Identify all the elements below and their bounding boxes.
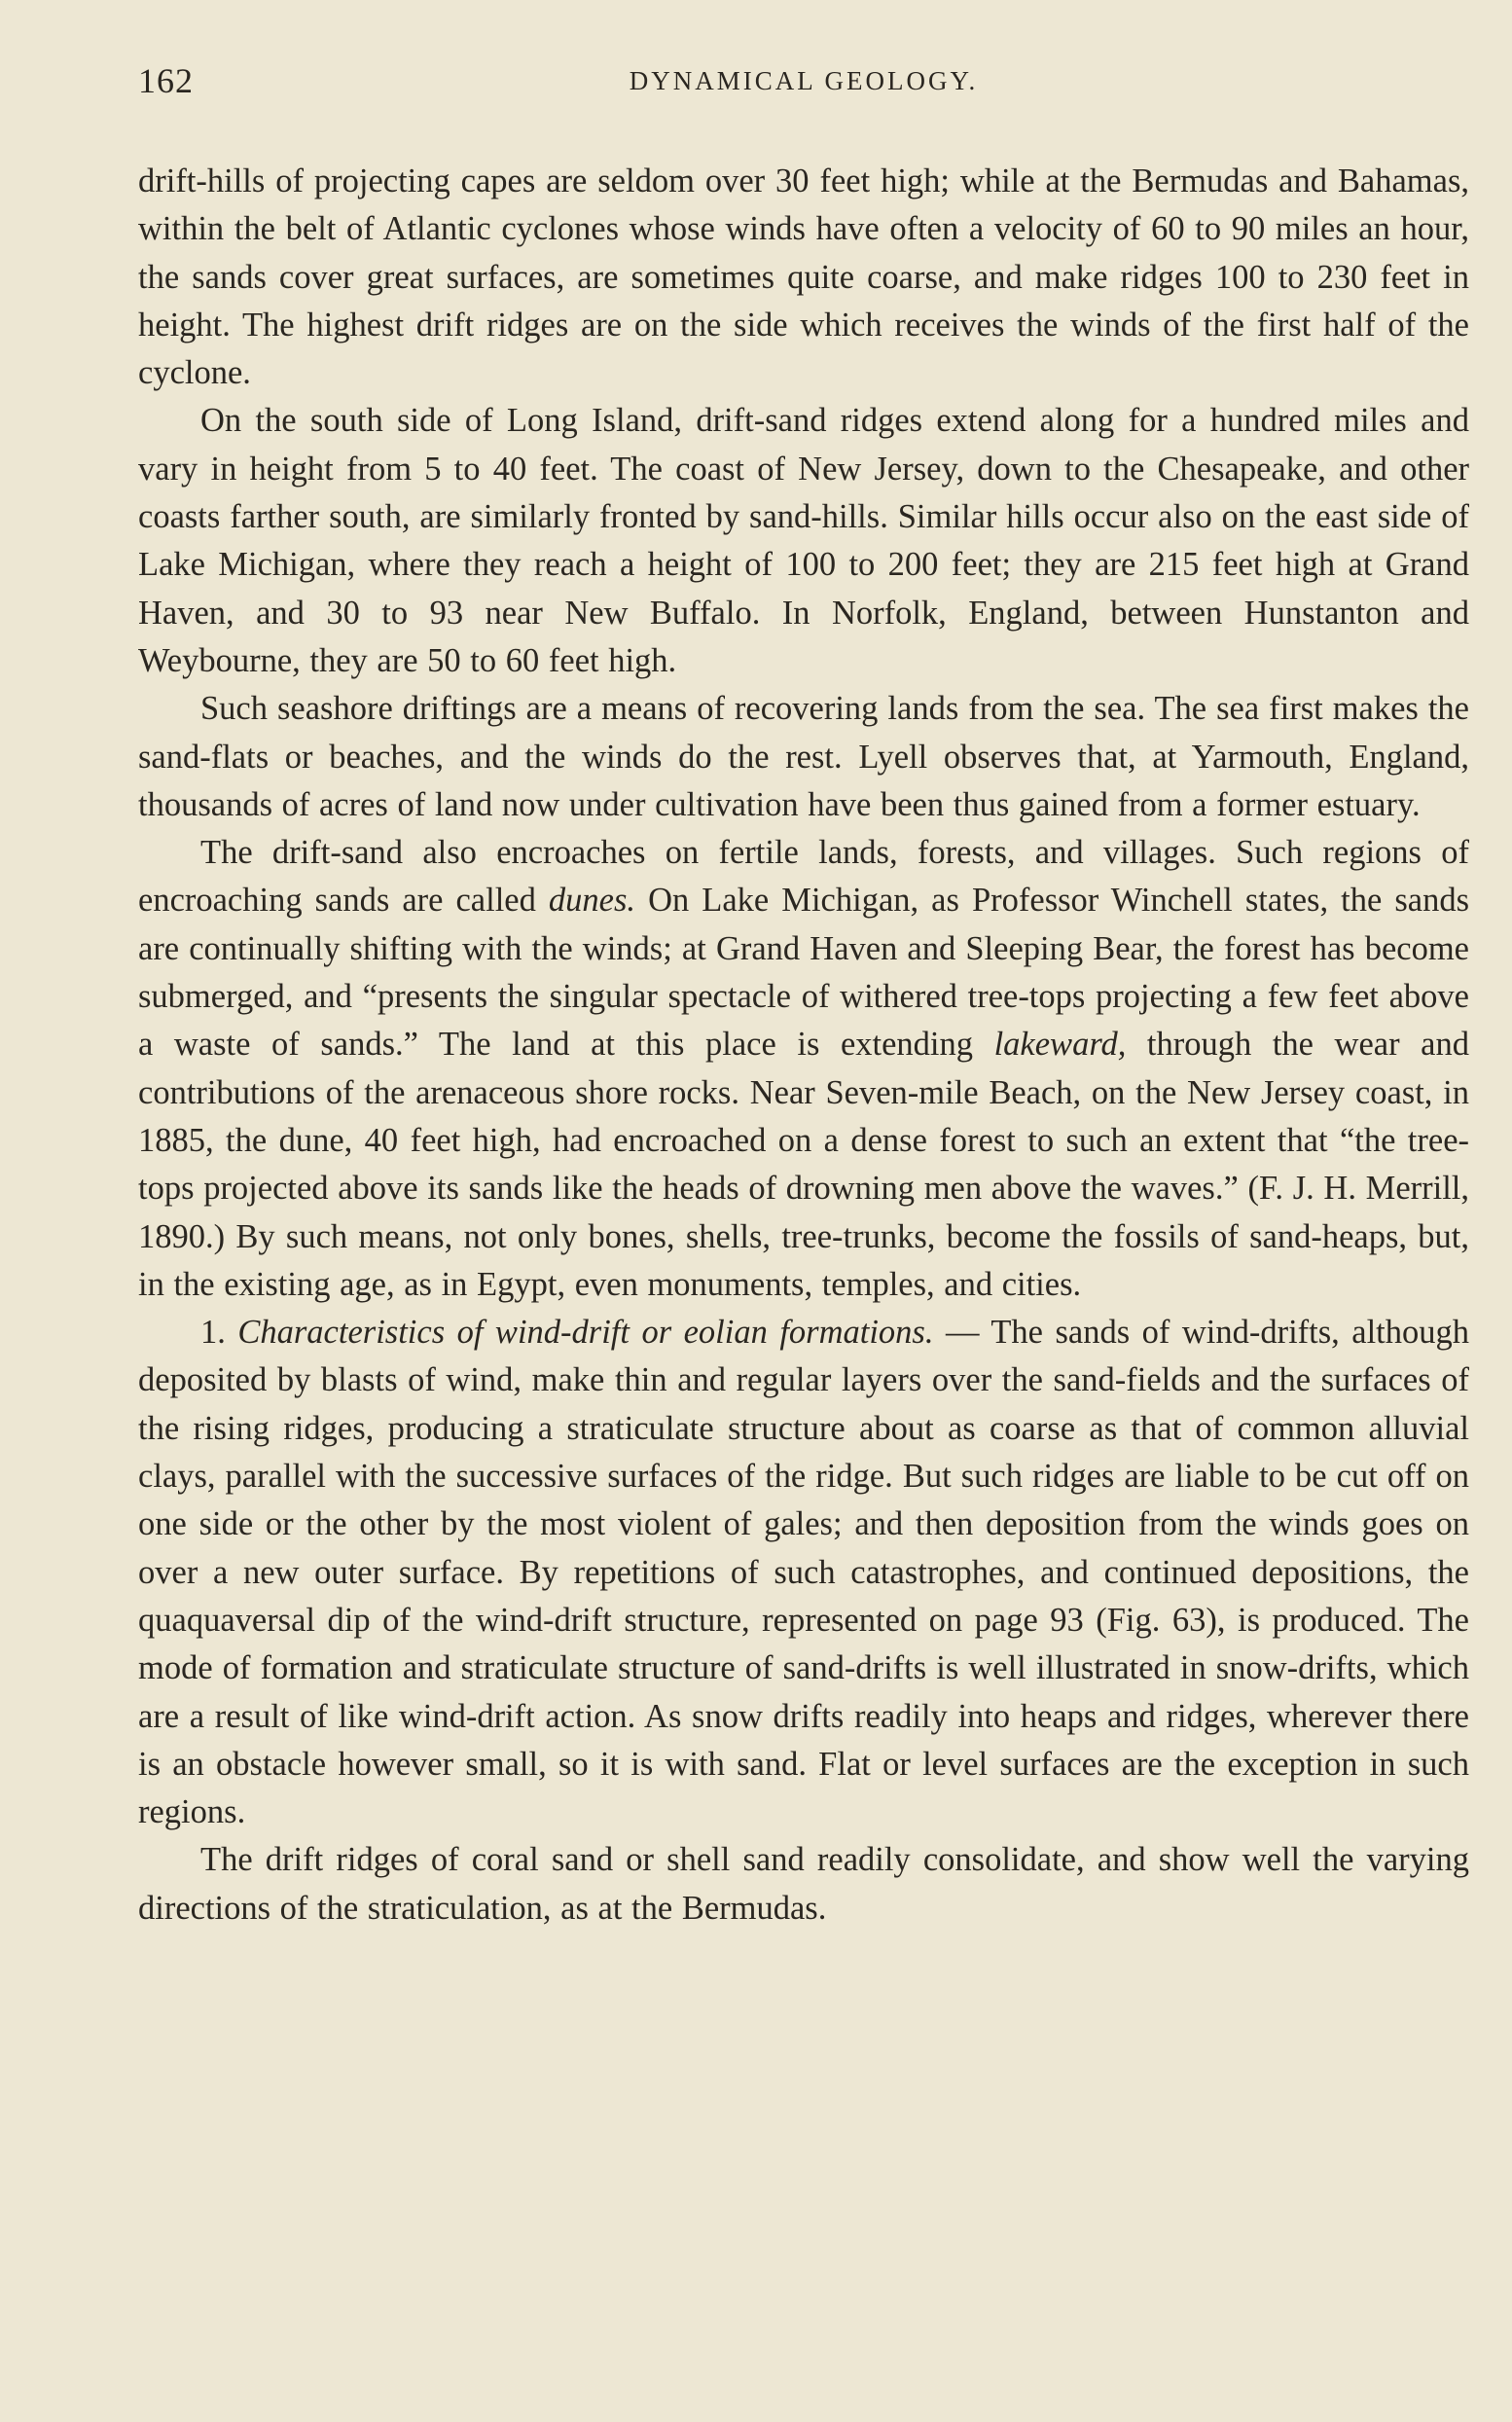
text-run: The drift-sand also encroaches on fertile lands, forests, and villages. Such regions of encroaching sands are called (138, 834, 1469, 920)
paragraph (138, 1309, 1469, 1836)
book-page (138, 60, 1469, 1933)
paragraph (138, 829, 1469, 1309)
text-run: — The sands of wind-drifts, although deposited by blasts of wind, make thin and regular layers over the sand-fields and the surfaces of the rising ridges, producing a straticulate structure about as coarse as that of common alluvial clays, parallel with the successive surfaces of the ridge. But such ridges are liable to be cut off on one side or the other by the most violent of gales; and then deposition from the winds goes on over a new outer surface. By repetitions of such catastrophes, and continued depositions, the quaquaversal dip of the wind-drift structure, represented on page 93 (Fig. 63), is produced. The mode of formation and straticulate structure of sand-drifts is well illustrated in snow-drifts, which are a result of like wind-drift action. As snow drifts readily into heaps and ridges, wherever there is an obstacle however small, so it is with sand. Flat or level surfaces are the exception in such regions. (138, 1314, 1470, 1831)
italic-text: dunes. (548, 882, 636, 920)
page-number: 162 (138, 61, 194, 100)
italic-text: lakeward, (993, 1026, 1127, 1064)
italic-text: Characteristics of wind-drift or eolian formations. (237, 1314, 934, 1352)
running-head (138, 60, 1469, 119)
paragraph (138, 158, 1469, 397)
text-run: 1. (200, 1314, 238, 1352)
paragraph (138, 397, 1469, 685)
text-run: Such seashore driftings are a means of recovering lands from the sea. The sea first makes the sand-flats or beaches, and the winds do the rest. Lyell observes that, at Yarmouth, England, thousands of acres of land now under cultivation have been thus gained from a former estuary. (138, 690, 1469, 823)
paragraph (138, 685, 1469, 829)
text-run: On Lake Michigan, as Professor Winchell states, the sands are continually shifting with the winds; at Grand Haven and Sleeping Bear, the forest has become submerged, and “presents the singular spectacle of withered tree-tops projecting a few feet above a waste of sands.” The land at this place is extending (138, 882, 1469, 1064)
text-run: The drift ridges of coral sand or shell sand readily consolidate, and show well the varying directions of the straticulation, as at the Bermudas. (138, 1841, 1469, 1927)
paragraph (138, 1836, 1469, 1933)
text-run: drift-hills of projecting capes are seldom over 30 feet high; while at the Bermudas and Bahamas, within the belt of Atlantic cyclones whose winds have often a velocity of 60 to 90 miles an hour, the sands cover great surfaces, are sometimes quite coarse, and make ridges 100 to 230 feet in height. The highest drift ridges are on the side which receives the winds of the first half of the cyclone. (138, 163, 1469, 392)
text-run: On the south side of Long Island, drift-sand ridges extend along for a hundred miles and vary in height from 5 to 40 feet. The coast of New Jersey, down to the Chesapeake, and other coasts farther south, are similarly fronted by sand-hills. Similar hills occur also on the east side of Lake Michigan, where they reach a height of 100 to 200 feet; they are 215 feet high at Grand Haven, and 30 to 93 near New Buffalo. In Norfolk, England, between Hunstanton and Weybourne, they are 50 to 60 feet high. (138, 402, 1469, 679)
body-text (138, 158, 1469, 1933)
running-title: DYNAMICAL GEOLOGY. (629, 66, 979, 95)
text-run: through the wear and contributions of the arenaceous shore rocks. Near Seven-mile Beach, on the New Jersey coast, in 1885, the dune, 40 feet high, had encroached on a dense forest to such an extent that “the tree-tops projected above its sands like the heads of drowning men above the waves.” (F. J. H. Merrill, 1890.) By such means, not only bones, shells, tree-trunks, become the fossils of sand-heaps, but, in the existing age, as in Egypt, even monuments, temples, and cities. (138, 1026, 1469, 1303)
